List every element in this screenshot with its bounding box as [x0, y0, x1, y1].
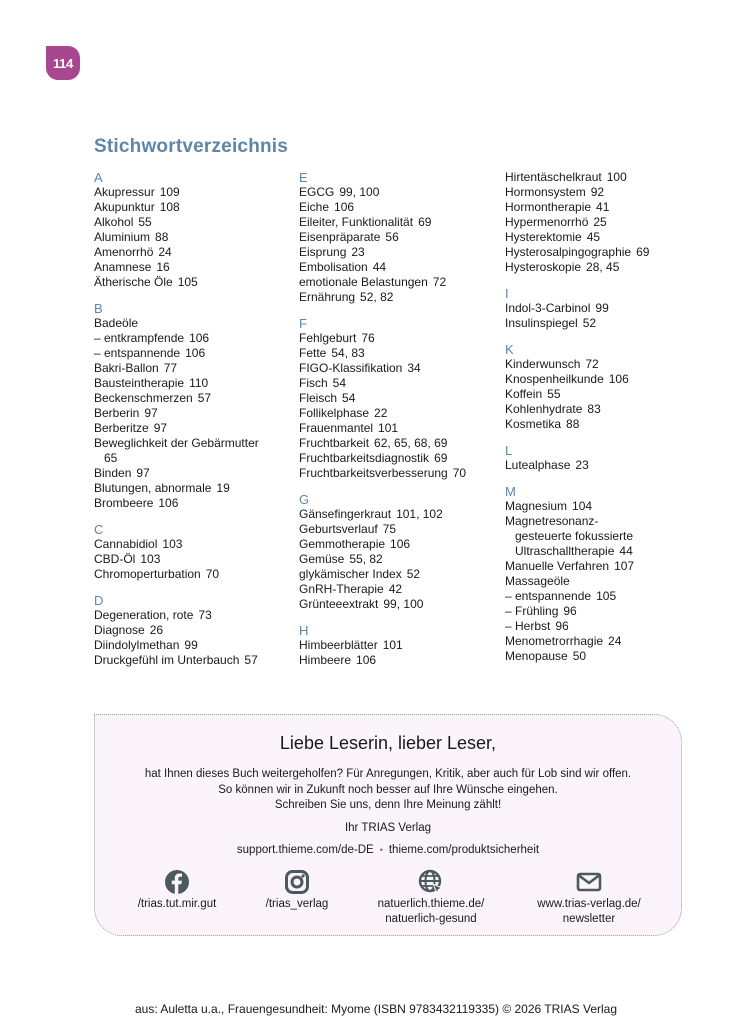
- index-entry: [299, 653, 499, 668]
- entry-pages: 106: [158, 496, 179, 510]
- index-column-1: [94, 170, 294, 679]
- index-entry: [505, 230, 705, 245]
- entry-term: Fruchtbarkeit: [299, 436, 370, 450]
- link-separator: •: [379, 845, 383, 855]
- entry-term: Bakri-Ballon: [94, 361, 159, 375]
- section-letter: A: [94, 170, 103, 185]
- index-entry: [505, 499, 705, 514]
- entry-pages: 110: [189, 376, 209, 390]
- index-section: [299, 170, 499, 305]
- entry-term-line: Ultraschalltherapie: [515, 544, 615, 558]
- entry-term: FIGO-Klassifikation: [299, 361, 403, 375]
- index-entry: [299, 346, 499, 361]
- entry-pages: 23: [575, 458, 589, 472]
- support-link[interactable]: support.thieme.com/de-DE: [236, 844, 374, 856]
- index-entry: [94, 260, 294, 275]
- entry-pages: 26: [149, 623, 164, 637]
- entry-pages: 56: [385, 230, 399, 244]
- entry-term: GnRH-Therapie: [299, 582, 384, 596]
- index-entry: [505, 574, 705, 589]
- index-entry: [94, 623, 294, 638]
- entry-pages: 77: [163, 361, 178, 375]
- index-entry: [505, 357, 705, 372]
- index-entry: [299, 185, 499, 200]
- index-entry: [505, 170, 705, 185]
- entry-term: Gemmotherapie: [299, 537, 386, 551]
- entry-term: Lutealphase: [505, 458, 571, 472]
- social-label: www.trias-verlag.de/: [537, 898, 641, 910]
- entry-term: Insulinspiegel: [505, 316, 578, 330]
- section-letter: M: [505, 484, 516, 499]
- index-entry: [94, 653, 294, 668]
- index-entry: [94, 638, 294, 653]
- social-label: /trias_verlag: [265, 898, 329, 910]
- index-section: [505, 342, 705, 432]
- entry-pages: 108: [159, 200, 180, 214]
- entry-term: Beckenschmerzen: [94, 391, 193, 405]
- entry-term: Fruchtbarkeitsdiagnostik: [299, 451, 430, 465]
- reader-feedback-box: [94, 714, 682, 936]
- entry-pages: 16: [156, 260, 170, 274]
- index-entry: [299, 466, 499, 481]
- index-section: [94, 522, 294, 582]
- entry-term: Hysteroskopie: [505, 260, 582, 274]
- entry-pages: 106: [185, 346, 206, 360]
- entry-term: Cannabidiol: [94, 537, 158, 551]
- feedback-line: Schreiben Sie uns, denn Ihre Meinung zählt!: [274, 799, 502, 811]
- index-section: [299, 492, 499, 612]
- entry-pages: 106: [356, 653, 377, 667]
- index-section: [505, 286, 705, 331]
- index-entry: [94, 200, 294, 215]
- entry-continuation: [505, 529, 705, 544]
- page-number-badge: 114: [46, 46, 80, 80]
- entry-pages: 99: [184, 638, 198, 652]
- entry-pages: 106: [189, 331, 210, 345]
- entry-term: Eisenpräparate: [299, 230, 381, 244]
- entry-pages: 99: [595, 301, 609, 315]
- entry-term: Magnesium: [505, 499, 568, 513]
- entry-pages: 55, 82: [349, 552, 383, 566]
- index-entry: [505, 619, 705, 634]
- index-entry: [94, 537, 294, 552]
- entry-pages: 106: [334, 200, 355, 214]
- index-entry: [299, 507, 499, 522]
- entry-pages: 99, 100: [339, 185, 380, 199]
- entry-term: Fleisch: [299, 391, 338, 405]
- index-entry: [94, 567, 294, 582]
- entry-term: Fisch: [299, 376, 328, 390]
- entry-pages: 25: [593, 215, 607, 229]
- entry-term: glykämischer Index: [299, 567, 402, 581]
- entry-term: Fehlgeburt: [299, 331, 357, 345]
- index-entry: [94, 481, 294, 496]
- entry-term: Ernährung: [299, 290, 356, 304]
- section-letter: F: [299, 316, 307, 331]
- index-section: [505, 443, 705, 473]
- index-entry: [505, 387, 705, 402]
- entry-pages: 57: [244, 653, 258, 667]
- entry-pages: 101: [382, 638, 403, 652]
- index-entry: [299, 406, 499, 421]
- entry-term: Diindolylmethan: [94, 638, 180, 652]
- entry-pages: 75: [382, 522, 397, 536]
- social-instagram[interactable]: [227, 869, 367, 912]
- entry-term: Geburtsverlauf: [299, 522, 378, 536]
- entry-term: Akupunktur: [94, 200, 155, 214]
- entry-term: Hormontherapie: [505, 200, 592, 214]
- index-entry: [299, 215, 499, 230]
- entry-term: EGCG: [299, 185, 335, 199]
- index-entry: [94, 331, 294, 346]
- index-entry: [299, 436, 499, 451]
- index-entry: [94, 496, 294, 511]
- section-letter: G: [299, 492, 310, 507]
- entry-pages: 19: [216, 481, 230, 495]
- entry-term: Hormonsystem: [505, 185, 586, 199]
- entry-term: Himbeerblätter: [299, 638, 378, 652]
- index-entry: [299, 567, 499, 582]
- entry-term: Beweglichkeit der Gebärmutter: [94, 436, 259, 450]
- entry-pages: 101, 102: [396, 507, 443, 521]
- entry-term: Degeneration, rote: [94, 608, 194, 622]
- social-label: natuerlich.thieme.de/: [377, 898, 485, 910]
- entry-pages: 52, 82: [360, 290, 394, 304]
- index-entry: [299, 421, 499, 436]
- index-entry: [94, 421, 294, 436]
- index-entry: [505, 372, 705, 387]
- entry-term: Bausteintherapie: [94, 376, 185, 390]
- index-entry: [94, 346, 294, 361]
- entry-term: Eiche: [299, 200, 330, 214]
- entry-pages: 97: [136, 466, 150, 480]
- index-entry: [505, 245, 705, 260]
- entry-term: Brombeere: [94, 496, 154, 510]
- entry-pages: 69: [434, 451, 448, 465]
- index-entry: [505, 604, 705, 619]
- entry-pages: 52: [582, 316, 597, 330]
- entry-pages: 45: [586, 230, 601, 244]
- index-entry: [299, 331, 499, 346]
- feedback-signature: Ihr TRIAS Verlag: [344, 822, 432, 834]
- entry-pages: 70: [205, 567, 220, 581]
- entry-pages: 83: [587, 402, 601, 416]
- entry-term: Berberin: [94, 406, 140, 420]
- entry-term: Ätherische Öle: [94, 275, 173, 289]
- entry-term: Magnetresonanz-: [505, 514, 599, 528]
- entry-term: – Herbst: [505, 619, 551, 633]
- entry-pages: 103: [162, 537, 183, 551]
- entry-pages: 105: [596, 589, 617, 603]
- entry-pages: 62, 65, 68, 69: [374, 436, 448, 450]
- index-entry: [505, 185, 705, 200]
- entry-pages: 100: [606, 170, 627, 184]
- entry-pages: 107: [614, 559, 635, 573]
- facebook-icon: [164, 869, 190, 895]
- entry-term: Grünteeextrakt: [299, 597, 379, 611]
- index-entry: [94, 608, 294, 623]
- entry-pages: 96: [563, 604, 577, 618]
- entry-term: Badeöle: [94, 316, 139, 330]
- index-entry: [299, 245, 499, 260]
- entry-term: Hysterosalpingographie: [505, 245, 632, 259]
- entry-pages: 104: [572, 499, 593, 513]
- entry-term: Massageöle: [505, 574, 570, 588]
- entry-pages: 106: [608, 372, 629, 386]
- entry-term: – entspannende: [94, 346, 181, 360]
- entry-term: Chromoperturbation: [94, 567, 201, 581]
- entry-term: Follikelphase: [299, 406, 370, 420]
- index-entry: [94, 275, 294, 290]
- entry-term: Hirtentäschelkraut: [505, 170, 602, 184]
- entry-pages: 55: [138, 215, 152, 229]
- entry-term: Kohlenhydrate: [505, 402, 583, 416]
- index-entry: [299, 376, 499, 391]
- index-entry: [299, 275, 499, 290]
- entry-term: Alkohol: [94, 215, 134, 229]
- index-entry: [505, 215, 705, 230]
- entry-pages: 92: [590, 185, 605, 199]
- entry-term: emotionale Belastungen: [299, 275, 428, 289]
- entry-pages: 22: [374, 406, 388, 420]
- social-label: /trias.tut.mir.gut: [137, 898, 217, 910]
- section-letter: H: [299, 623, 309, 638]
- entry-term: – entkrampfende: [94, 331, 185, 345]
- entry-term: Knospenheilkunde: [505, 372, 604, 386]
- index-entry: [94, 361, 294, 376]
- index-section: [299, 316, 499, 481]
- feedback-line: hat Ihnen dieses Buch weitergeholfen? Für Anregungen, Kritik, aber auch für Lob sind wir offen.: [144, 768, 632, 780]
- entry-pages: 69: [418, 215, 432, 229]
- index-entry: [505, 458, 705, 473]
- entry-pages: 65: [104, 451, 118, 465]
- product-safety-link[interactable]: thieme.com/produktsicherheit: [388, 844, 540, 856]
- index-entry: [94, 215, 294, 230]
- index-entry: [299, 522, 499, 537]
- index-entry: [299, 200, 499, 215]
- index-entry: [505, 589, 705, 604]
- entry-term: Eileiter, Funktionalität: [299, 215, 414, 229]
- entry-term: Aluminium: [94, 230, 151, 244]
- index-entry: [94, 245, 294, 260]
- entry-term: Blutungen, abnormale: [94, 481, 212, 495]
- index-entry: [94, 391, 294, 406]
- entry-term: Berberitze: [94, 421, 149, 435]
- entry-term: Menometrorrhagie: [505, 634, 604, 648]
- entry-pages: 52: [406, 567, 421, 581]
- entry-term: Kinderwunsch: [505, 357, 581, 371]
- index-entry: [94, 230, 294, 245]
- index-column-3: [505, 170, 705, 675]
- entry-pages: 54: [332, 376, 347, 390]
- entry-term: Manuelle Verfahren: [505, 559, 610, 573]
- support-links: [95, 844, 681, 856]
- entry-pages: 55: [547, 387, 561, 401]
- index-entry: [505, 417, 705, 432]
- section-letter: I: [505, 286, 509, 301]
- index-column-2: [299, 170, 499, 679]
- index-entry: [505, 559, 705, 574]
- index-section: [94, 170, 294, 290]
- entry-term: Amenorrhö: [94, 245, 154, 259]
- section-letter: B: [94, 301, 103, 316]
- section-letter: L: [505, 443, 513, 458]
- entry-pages: 105: [177, 275, 198, 289]
- index-entry: [299, 230, 499, 245]
- index-entry: [94, 436, 294, 466]
- entry-term: Gänsefingerkraut: [299, 507, 392, 521]
- index-entry: [505, 316, 705, 331]
- social-newsletter[interactable]: [519, 869, 659, 927]
- index-section: [94, 301, 294, 511]
- entry-term: Frauenmantel: [299, 421, 374, 435]
- entry-term: Koffein: [505, 387, 543, 401]
- index-entry: [299, 391, 499, 406]
- entry-term: Druckgefühl im Unterbauch: [94, 653, 240, 667]
- entry-term: – entspannende: [505, 589, 592, 603]
- web-globe-icon: [418, 869, 444, 895]
- entry-pages: 70: [452, 466, 467, 480]
- entry-term: Gemüse: [299, 552, 345, 566]
- entry-pages: 28, 45: [586, 260, 620, 274]
- entry-term: Embolisation: [299, 260, 368, 274]
- entry-term: Diagnose: [94, 623, 145, 637]
- index-section: [94, 593, 294, 668]
- entry-term: Menopause: [505, 649, 568, 663]
- entry-term: Fruchtbarkeitsverbesserung: [299, 466, 448, 480]
- index-entry: [505, 649, 705, 664]
- index-entry: [94, 376, 294, 391]
- page-title: Stichwortverzeichnis: [94, 136, 289, 157]
- section-letter: K: [505, 342, 514, 357]
- source-citation: aus: Auletta u.a., Frauengesundheit: Myome (ISBN 9783432119335) © 2026 TRIAS Verlag: [134, 1002, 618, 1016]
- entry-pages: 50: [572, 649, 587, 663]
- section-letter: D: [94, 593, 104, 608]
- entry-pages: 88: [155, 230, 169, 244]
- social-label: newsletter: [562, 913, 616, 925]
- social-label: natuerlich-gesund: [385, 913, 477, 925]
- section-letter: E: [299, 170, 308, 185]
- index-entry: [94, 466, 294, 481]
- feedback-line: So können wir in Zukunft noch besser auf Ihre Wünsche eingehen.: [218, 783, 558, 796]
- entry-pages: 97: [153, 421, 168, 435]
- entry-pages: 73: [198, 608, 212, 622]
- entry-pages: 34: [407, 361, 421, 375]
- entry-pages: 88: [566, 417, 580, 431]
- index-entry: [505, 402, 705, 417]
- feedback-body: [95, 767, 681, 814]
- index-entry: [94, 552, 294, 567]
- entry-pages: 42: [388, 582, 403, 596]
- entry-pages: 44: [372, 260, 387, 274]
- index-section: [505, 484, 705, 664]
- entry-term: Binden: [94, 466, 132, 480]
- index-entry: [299, 597, 499, 612]
- index-entry: [299, 537, 499, 552]
- entry-term: Eisprung: [299, 245, 347, 259]
- index-entry: [299, 582, 499, 597]
- entry-term-line: gesteuerte fokussierte: [515, 529, 634, 543]
- entry-term: Hypermenorrhö: [505, 215, 589, 229]
- index-entry: [299, 552, 499, 567]
- entry-pages: 57: [197, 391, 212, 405]
- index-entry: [505, 301, 705, 316]
- entry-term: Hysterektomie: [505, 230, 582, 244]
- entry-term: Akupressur: [94, 185, 155, 199]
- entry-pages: 24: [608, 634, 622, 648]
- index-section: [299, 623, 499, 668]
- entry-pages: 103: [140, 552, 161, 566]
- entry-term: CBD-Öl: [94, 552, 136, 566]
- index-entry: [94, 185, 294, 200]
- entry-pages: 72: [432, 275, 447, 289]
- entry-pages: 76: [361, 331, 375, 345]
- index-entry: [94, 406, 294, 421]
- feedback-heading: Liebe Leserin, lieber Leser,: [279, 733, 497, 753]
- index-entry: [505, 634, 705, 649]
- entry-pages: 23: [351, 245, 365, 259]
- entry-pages: 24: [158, 245, 172, 259]
- index-entry: [505, 260, 705, 275]
- index-entry: [299, 361, 499, 376]
- index-entry: [94, 316, 294, 331]
- index-entry: [299, 638, 499, 653]
- entry-term: Kosmetika: [505, 417, 562, 431]
- entry-pages: 72: [585, 357, 599, 371]
- entry-term: Fette: [299, 346, 327, 360]
- entry-pages: 41: [596, 200, 610, 214]
- entry-continuation: [505, 544, 705, 559]
- section-letter: C: [94, 522, 104, 537]
- entry-term: Anamnese: [94, 260, 152, 274]
- entry-term: Himbeere: [299, 653, 352, 667]
- entry-pages: 54, 83: [331, 346, 365, 360]
- entry-pages: 44: [619, 544, 633, 558]
- index-section: [505, 170, 705, 275]
- entry-pages: 109: [159, 185, 180, 199]
- index-entry: [505, 514, 705, 559]
- index-entry: [299, 290, 499, 305]
- entry-term: Indol-3-Carbinol: [505, 301, 591, 315]
- social-facebook[interactable]: [107, 869, 247, 912]
- entry-pages: 101: [378, 421, 399, 435]
- entry-pages: 97: [144, 406, 158, 420]
- social-website[interactable]: [361, 869, 501, 927]
- entry-pages: 69: [636, 245, 650, 259]
- index-entry: [299, 451, 499, 466]
- entry-pages: 106: [390, 537, 411, 551]
- instagram-icon: [284, 869, 310, 895]
- entry-term: – Frühling: [505, 604, 559, 618]
- entry-pages: 99, 100: [383, 597, 424, 611]
- entry-pages: 54: [342, 391, 356, 405]
- entry-pages: 96: [555, 619, 569, 633]
- mail-icon: [576, 869, 602, 895]
- index-entry: [505, 200, 705, 215]
- index-entry: [299, 260, 499, 275]
